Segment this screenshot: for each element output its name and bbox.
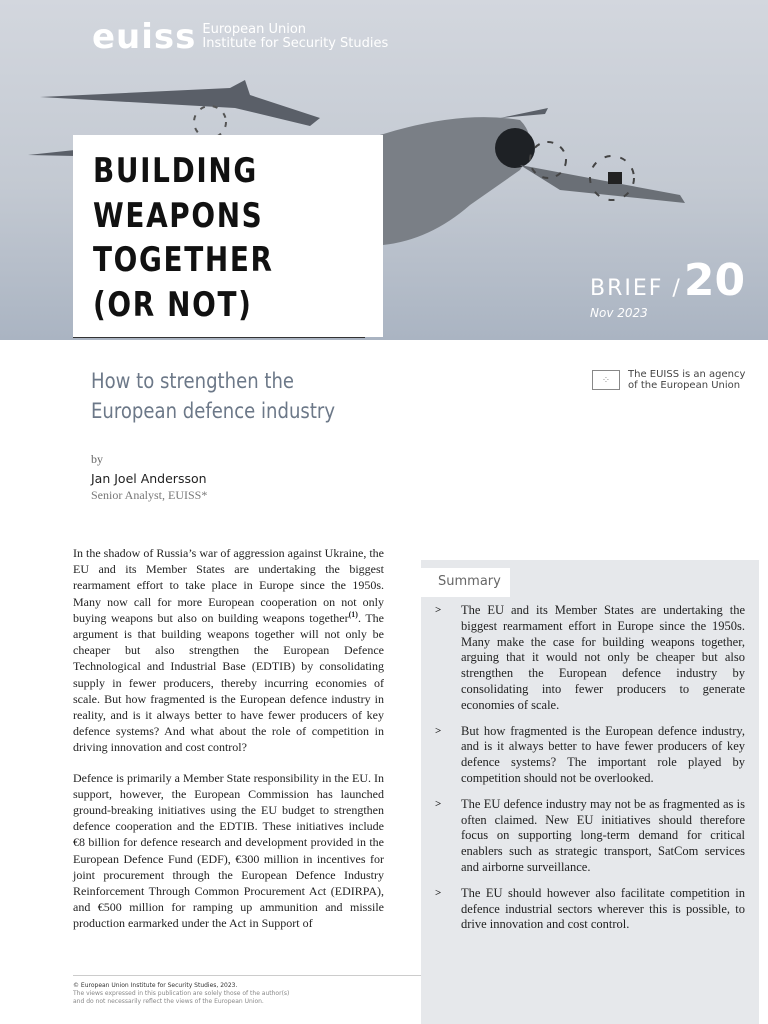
logo-line2: Institute for Security Studies	[202, 36, 389, 51]
summary-item	[435, 797, 745, 876]
eu-flag-icon: ⁘	[592, 370, 620, 390]
euiss-logo	[92, 17, 389, 57]
summary-text: The EU defence industry may not be as fragmented as is often claimed. New EU initiatives should therefore focus on supporting long-term demand for critical enablers such as strategic transport, SatCom services and airborne surveillance.	[461, 796, 745, 874]
by-label: by	[91, 452, 103, 466]
logo-line1: European Union	[202, 22, 307, 37]
footer-divider	[73, 975, 421, 976]
logo-mark: euiss	[92, 17, 197, 57]
copyright: © European Union Institute for Security Studies, 2023.	[73, 982, 238, 989]
eu-agency-note	[592, 369, 745, 391]
footer	[73, 982, 289, 1006]
title-divider	[73, 337, 365, 338]
brief-badge	[590, 255, 746, 320]
disclaimer-line: and do not necessarily reflect the views of the European Union.	[73, 998, 264, 1005]
text: In the shadow of Russia’s war of aggression against Ukraine, the EU and its Member States are undertaking the biggest rearmament effort to take place in Europe since the 1950s. Many now call for more European cooperation on not only buying weapons but also on building weapons together	[73, 546, 384, 625]
brief-number: 20	[683, 255, 746, 306]
title-line: TOGETHER	[93, 240, 274, 280]
author-role: Senior Analyst, EUISS*	[91, 488, 208, 502]
text: . The argument is that building weapons together will not only be cheaper but also strengthen the European Defence Technological and Industrial Base (EDTIB) by consolidating supply in fewer producers, thereby incurring economies of scale. But how fragmented is the European defence industry in reality, and is it always better to have fewer producers of key defence systems? And what about the role of competition in driving innovation and cost control?	[73, 610, 384, 755]
bullet-arrow-icon: >	[435, 724, 442, 737]
agency-line1: The EUISS is an agency	[628, 369, 746, 380]
title-line: (OR NOT)	[93, 284, 253, 325]
author-name: Jan Joel Andersson	[91, 471, 207, 486]
disclaimer-line: The views expressed in this publication are solely those of the author(s)	[73, 990, 290, 997]
summary-panel	[421, 560, 759, 1024]
body-text	[73, 545, 384, 946]
summary-item	[435, 886, 745, 933]
summary-text: But how fragmented is the European defence industry, and is it always better to have fewer producers of key defence systems? The important role played by competition should not be overlooked.	[461, 723, 745, 785]
subtitle	[91, 366, 401, 426]
title-line: BUILDING	[93, 151, 258, 191]
subtitle-line: European defence industry	[91, 399, 336, 423]
brief-date: Nov 2023	[590, 306, 648, 320]
bullet-arrow-icon: >	[435, 797, 442, 810]
summary-text: The EU and its Member States are undertaking the biggest rearmament effort in Europe since the 1950s. Many make the case for building weapons together, arguing that it would not only be cheaper but also strengthen the European defence industry by consolidating into fewer producers to generate economies of scale.	[461, 603, 745, 712]
paragraph	[73, 545, 384, 756]
bullet-arrow-icon: >	[435, 604, 442, 616]
summary-item	[435, 724, 745, 787]
summary-item	[435, 603, 745, 714]
summary-heading: Summary	[421, 568, 510, 597]
agency-line2: of the European Union	[628, 380, 741, 391]
title-line: WEAPONS	[93, 195, 264, 236]
summary-text: The EU should however also facilitate competition in defence industrial sectors wherever this is possible, to drive innovation and cost control.	[461, 885, 745, 932]
bullet-arrow-icon: >	[435, 886, 442, 899]
title-box	[73, 135, 383, 337]
page-title	[93, 149, 331, 327]
brief-label: BRIEF /	[590, 276, 682, 301]
subtitle-line: How to strengthen the	[91, 369, 295, 393]
paragraph: Defence is primarily a Member State responsibility in the EU. In support, however, the European Commission has launched ground-breaking initiatives using the EU budget to strengthen defence cooperation and the EDTIB. These initiatives include €8 billion for defence research and development provided in the European Defence Fund (EDF), €300 million in incentives for joint procurement through the European Defence Industry Reinforcement Through Common Procurement Act (EDIRPA), and €500 million for ramping up ammunition and missile production earmarked under the Act in Support of	[73, 770, 384, 931]
footnote-ref[interactable]: (1)	[348, 609, 358, 619]
